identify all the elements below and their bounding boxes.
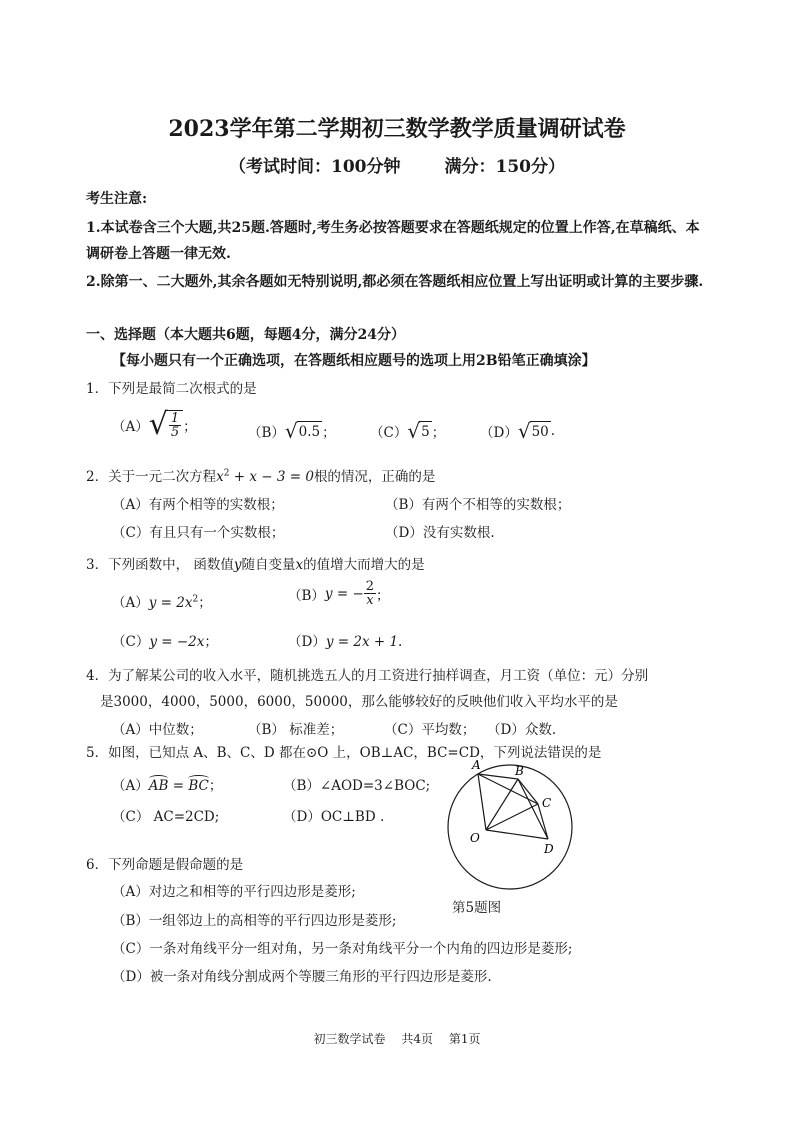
notice-line-3: 2.除第一、二大题外,其余各题如无特别说明,都必须在答题纸相应位置上写出证明或计算的主要步骤.: [86, 274, 704, 290]
q3-option-c: （C）y = −2x；: [112, 634, 218, 650]
q2-option-b: （B）有两个不相等的实数根；: [385, 497, 571, 513]
segment-oa: [478, 774, 486, 830]
q4-option-c: （C）平均数；: [384, 722, 476, 738]
q3-option-d: （D）y = 2x + 1.: [288, 634, 403, 650]
q3-stem: 3．下列函数中， 函数值y随自变量x的值增大而增大的是: [86, 557, 425, 573]
q4-option-d: （D）众数.: [487, 722, 557, 738]
q2-stem: 2．关于一元二次方程$x^2 + x - 3 = 0$根的情况，正确的是: [86, 468, 436, 485]
q1-option-c: （C） √ 5 ；: [370, 419, 446, 443]
section1-heading: 一、选择题（本大题共6题，每题4分，满分24分）: [86, 327, 405, 343]
segment-ac: [478, 774, 538, 804]
q5-option-a: （A）AB = BC；: [112, 778, 223, 794]
label-o: O: [470, 831, 480, 845]
exam-time: （考试时间：100分钟: [229, 157, 401, 177]
section1-instruction: 【每小题只有一个正确选项，在答题纸相应题号的选项上用2B铅笔正确填涂】: [112, 353, 596, 369]
q4-line-2: 是3000，4000，5000，6000，50000，那么能够较好的反映他们收入平均水平的是: [100, 694, 618, 710]
q4-option-a: （A）中位数；: [112, 722, 203, 738]
q3-option-a: $(A)y = 2x^2$；: [112, 594, 212, 611]
sqrt-fraction: √ $\frac{1}{5}$: [149, 410, 183, 440]
q5-option-c: （C） AC=2CD;: [112, 809, 220, 825]
q2-option-c: （C）有且只有一个实数根；: [112, 525, 285, 541]
q6-option-a: （A）对边之和相等的平行四边形是菱形;: [112, 884, 356, 900]
q4-line-1: 4．为了解某公司的收入水平，随机挑选五人的月工资进行抽样调查，月工资（单位：元）分别: [86, 668, 649, 684]
footer-page: 第1页: [448, 1032, 481, 1046]
q5-stem: 5．如图，已知点 A、B、C、D 都在⊙O 上，OB⊥AC，BC=CD，下列说法错误的是: [86, 745, 602, 761]
footer-name: 初三数学试卷: [313, 1032, 386, 1046]
label-d: D: [544, 842, 554, 856]
q6-option-c: （C）一条对角线平分一组对角，另一条对角线平分一个内角的四边形是菱形;: [112, 941, 573, 957]
q6-stem: 6．下列命题是假命题的是: [86, 857, 244, 873]
q2-option-d: （D）没有实数根.: [385, 525, 495, 541]
q3-option-b: （B） y = − $\frac{2}{x}$ ；: [288, 579, 390, 608]
circle-o: [448, 765, 572, 889]
q1-stem: 1．下列是最简二次根式的是: [86, 381, 257, 397]
notice-line-2: 调研卷上答题一律无效.: [86, 246, 231, 262]
q5-option-d: （D）OC⊥BD .: [283, 809, 385, 825]
q1-option-b: （B） √ 0.5 ；: [248, 419, 336, 443]
q4-option-b: （B） 标准差；: [248, 722, 344, 738]
q5-option-b: （B）∠AOD=3∠BOC;: [283, 778, 431, 794]
page-footer: [0, 1030, 794, 1047]
label-c: C: [542, 796, 552, 810]
page-subtitle: [0, 152, 794, 177]
q2-option-a: （A）有两个相等的实数根；: [112, 497, 284, 513]
footer-total: 共4页: [401, 1032, 433, 1046]
label-a: A: [472, 758, 481, 772]
segment-od: [486, 830, 548, 839]
notice-line-1: 1.本试卷含三个大题,共25题.答题时,考生务必按答题要求在答题纸规定的位置上作答,在草稿纸、本: [86, 220, 700, 236]
q5-figure-caption: 第5题图: [452, 900, 502, 916]
q1-option-a: （A） √ $\frac{1}{5}$ ；: [112, 407, 197, 442]
q6-option-b: （B）一组邻边上的高相等的平行四边形是菱形;: [112, 913, 397, 929]
full-score: 满分：150分）: [444, 157, 565, 177]
q5-figure: [420, 755, 580, 900]
q6-option-d: （D）被一条对角线分割成两个等腰三角形的平行四边形是菱形.: [112, 969, 492, 985]
q1-option-d: （D） √ 50 .: [480, 419, 556, 443]
page-title: 2023学年第二学期初三数学教学质量调研试卷: [168, 116, 626, 142]
label-b: B: [515, 764, 524, 778]
notice-heading: 考生注意:: [86, 191, 148, 207]
